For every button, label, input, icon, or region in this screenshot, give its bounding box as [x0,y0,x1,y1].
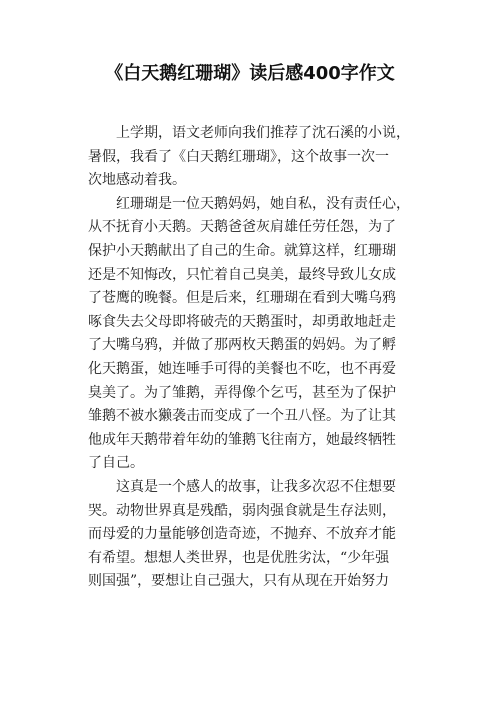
paragraph-line: 他成年天鹅带着年幼的雏鹅飞往南方，她最终牺牲 [88,431,396,448]
paragraph-line: 次地感动着我。 [88,172,186,189]
paragraph-line: 而母爱的力量能够创造奇迹，不抛弃、不放弃才能 [88,526,396,543]
paragraph-line: 保护小天鹅献出了自己的生命。就算这样，红珊瑚 [88,242,396,259]
paragraph-line: 雏鹅不被水獭袭击而变成了一个丑八怪。为了让其 [88,408,396,425]
paragraph-2 [88,193,428,476]
paragraph-1 [88,122,428,193]
paragraph-line: 从不抚育小天鹅。天鹅爸爸灰肩雄任劳任怨，为了 [88,219,396,236]
document-title: 《白天鹅红珊瑚》读后感400字作文 [105,63,395,84]
paragraph-line: 化天鹅蛋，她连唾手可得的美餐也不吃，也不再爱 [88,360,396,377]
paragraph-line: 啄食失去父母即将破壳的天鹅蛋时，却勇敢地赶走 [88,313,396,330]
paragraph-line: 了大嘴乌鸦，并做了那两枚天鹅蛋的妈妈。为了孵 [88,337,396,354]
paragraph-3 [88,476,428,594]
paragraph-line: 则国强”，要想让自己强大，只有从现在开始努力 [88,573,390,590]
paragraph-line: 上学期，语文老师向我们推荐了沈石溪的小说， [116,125,410,141]
paragraph-line: 有希望。想想人类世界，也是优胜劣汰，“少年强 [88,549,390,566]
paragraph-line: 了苍鹰的晚餐。但是后来，红珊瑚在看到大嘴乌鸦 [88,290,396,307]
paragraph-line: 还是不知悔改，只忙着自己臭美，最终导致儿女成 [88,266,396,283]
paragraph-line: 这真是一个感人的故事，让我多次忍不住想要 [116,478,396,495]
paragraph-line: 红珊瑚是一位天鹅妈妈，她自私，没有责任心， [116,195,410,212]
paragraph-line: 暑假，我看了《白天鹅红珊瑚》，这个故事一次一 [88,148,389,165]
paragraph-line: 臭美了。为了雏鹅，弄得像个乞丐，甚至为了保护 [88,384,396,401]
paragraph-line: 哭。动物世界真是残酷，弱肉强食就是生存法则， [88,502,396,519]
document-body [88,122,428,594]
paragraph-line: 了自己。 [88,455,144,472]
